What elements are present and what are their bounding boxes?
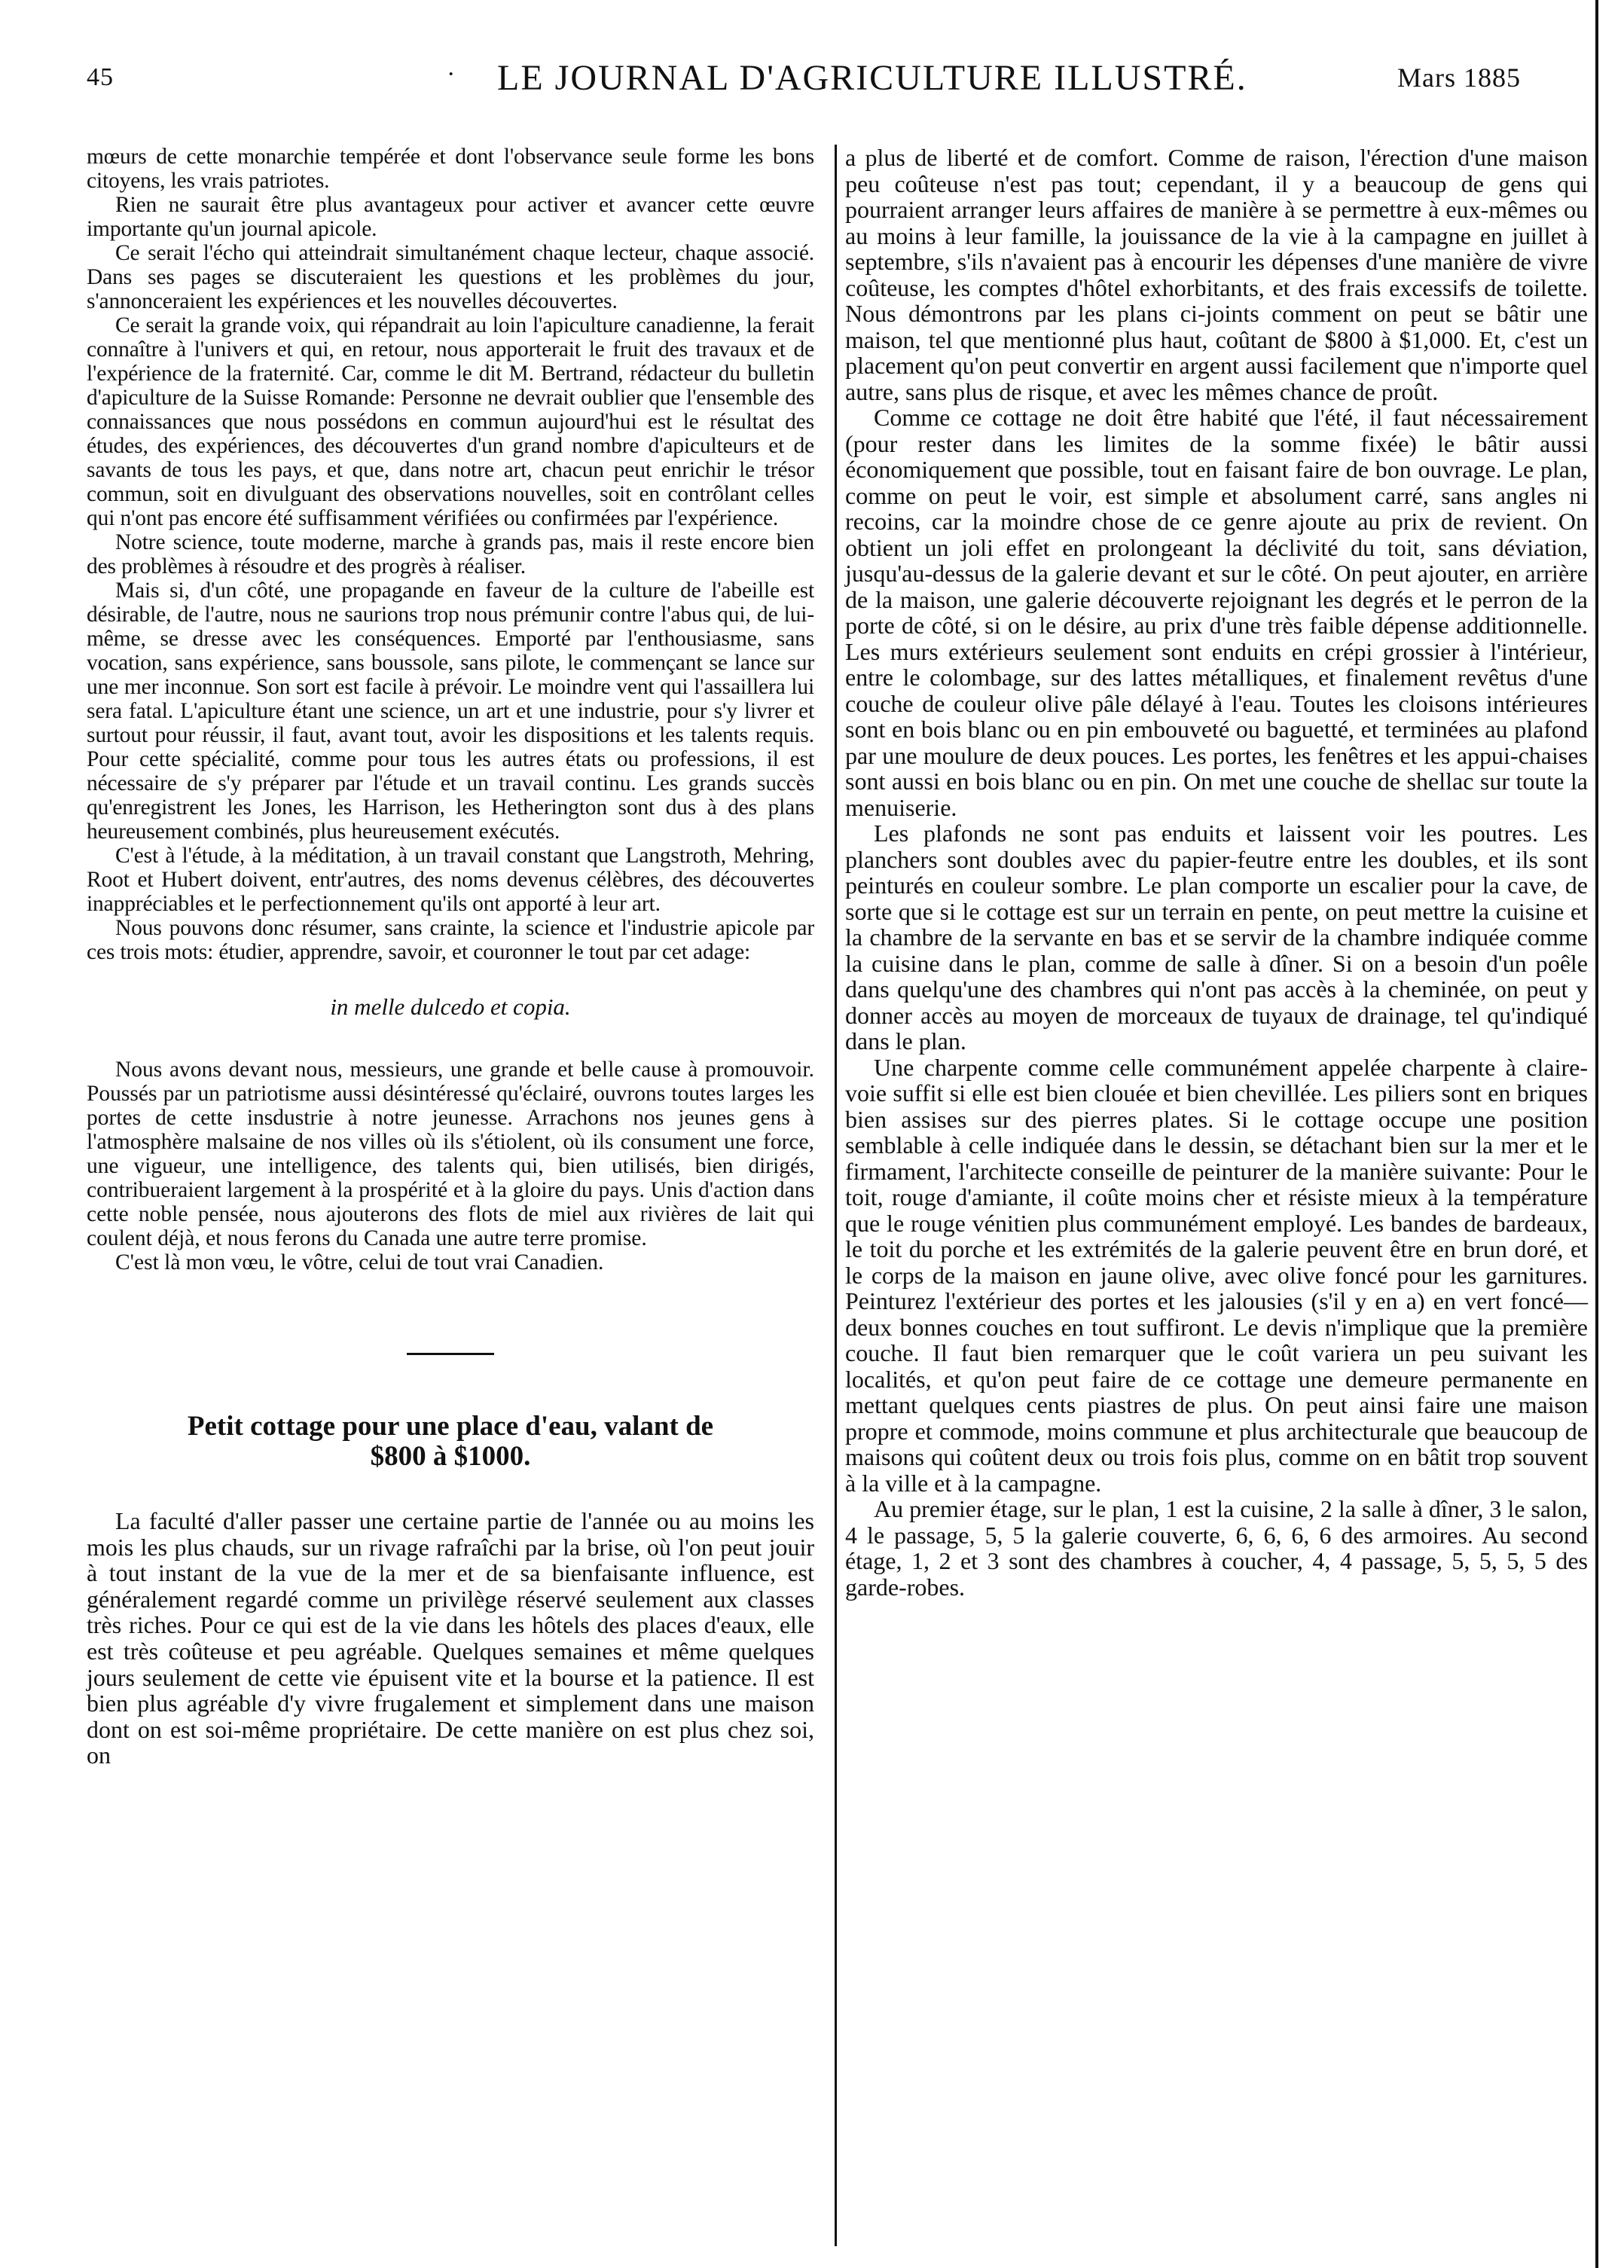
cottage-article-body xyxy=(87,1508,814,1769)
paragraph: Une charpente comme celle communément appelée charpente à claire-voie suffit si elle est bien clouée et bien chevillée. Les piliers sont en briques bien assises sur des pierres plates. Si le cottage occupe une position semblable à celle indiquée dans le dessin, se détachant bien sur la mer et le firmament, l'architecte conseille de peinturer de la manière suivante: Pour le toit, rouge d'amiante, il coûte moins cher et résiste mieux à la température que le rouge vénitien plus communément employé. Les bandes de bardeaux, le toit du porche et les extrémités de la galerie peuvent être en brun doré, et le corps de la maison en jaune olive, avec olive foncé pour les garnitures. Peinturez l'extérieur des portes et les jalousies (s'il y en a) en vert foncé—deux bonnes couches en tout suffiront. Le devis n'implique que la première couche. Il faut bien remarquer que le coût variera un peu suivant les localités, et qu'on peut faire de ce cottage une demeure permanente en mettant quelques cents piastres de plus. On peut ainsi faire une maison propre et commode, moins commune et plus architecturale que beaucoup de maisons qui coûtent deux ou trois fois plus, comme on en bâtit trop souvent à la ville et à la campagne. xyxy=(845,1053,1588,1497)
paragraph: C'est à l'étude, à la méditation, à un travail constant que Langstroth, Mehring, Root et Hubert doivent, entr'autres, des noms devenus célèbres, des découvertes inappréciables et le perfectionnement qu'ils ont apporté à leur art. xyxy=(87,844,814,916)
issue-date: Mars 1885 xyxy=(1397,63,1521,93)
paragraph: C'est là mon vœu, le vôtre, celui de tout vrai Canadien. xyxy=(115,1250,604,1274)
paragraph: Nous avons devant nous, messieurs, une grande et belle cause à promouvoir. Poussés par un patriotisme aussi désintéressé qu'éclairé, ouvrons toutes larges les portes de cette insdustrie à notre jeunesse. Arrachons nos jeunes gens à l'atmosphère malsaine de nos villes où ils s'étiolent, où ils consument une force, une vigueur, une intelligence, des talents qui, bien utilisés, bien dirigés, contribueraient largement à la prospérité et à la gloire du pays. Unis d'action dans cette noble pensée, nous ajouterons des flots de miel aux rivières de lait qui coulent déjà, et nous ferons du Canada une autre terre promise. xyxy=(87,1058,814,1250)
article-title xyxy=(87,1412,814,1472)
paragraph: La faculté d'aller passer une certaine partie de l'année ou au moins les mois les plus chauds, sur un rivage rafraîchi par la brise, où l'on peut jouir à tout instant de la vue de la mer et de sa bienfaisante influence, est généralement regardé comme un privilège réservé seulement aux classes très riches. Pour ce qui est de la vie dans les hôtels des places d'eaux, elle est très coûteuse et peu agréable. Quelques semaines et même quelques jours seulement de cette vie épuisent vite et la bourse et la patience. Il est bien plus agréable d'y vivre frugalement et simplement dans une maison dont on est soi-même propriétaire. De cette manière on est plus chez soi, on xyxy=(87,1507,814,1769)
paragraph: mœurs de cette monarchie tempérée et dont l'observance seule forme les bons citoyens, les vrais patriotes. xyxy=(87,145,814,193)
paragraph: Comme ce cottage ne doit être habité que l'été, il faut nécessairement (pour rester dans les limites de la somme fixée) le bâtir aussi économiquement que possible, tout en faisant faire de bon ouvrage. Le plan, comme on peut le voir, est simple et absolument carré, sans angles ni recoins, car la moindre chose de ce genre ajoute au prix de revient. On obtient un joli effet en prolongeant la déclivité du toit, sans déviation, jusqu'au-dessus de la galerie devant et sur le côté. On peut ajouter, en arrière de la maison, une galerie découverte rejoignant les degrés et le perron de la porte de côté, si on le désire, au prix d'une très faible dépense additionnelle. Les murs extérieurs seulement sont enduits en crépi grossier à l'intérieur, entre le colombage, sur des lattes métalliques, et finalement revêtus d'une couche de couleur olive pâle délayé à l'eau. Toutes les cloisons intérieures sont en bois blanc ou en pin embouveté ou baguetté, et terminées au plafond par une moulure de deux pouces. Les portes, les fenêtres et les appui-chaises sont aussi en bois blanc ou en pin. On met une couche de shellac sur toute la menuiserie. xyxy=(845,404,1588,821)
paragraph: Ce serait l'écho qui atteindrait simultanément chaque lecteur, chaque associé. Dans ses pages se discuteraient les questions et les problèmes du jour, s'annonceraient les expériences et les nouvelles découvertes. xyxy=(87,241,814,313)
apiculture-article-conclusion xyxy=(87,1058,814,1274)
paragraph: Notre science, toute moderne, marche à grands pas, mais il reste encore bien des problèmes à résoudre et des progrès à réaliser. xyxy=(87,530,814,578)
right-column xyxy=(845,145,1588,1600)
left-column xyxy=(87,145,814,1769)
article-title-line: Petit cottage pour une place d'eau, valant de xyxy=(187,1411,714,1442)
article-title-line: $800 à $1000. xyxy=(370,1441,531,1472)
latin-motto: in melle dulcedo et copia. xyxy=(330,994,571,1020)
apiculture-article-body xyxy=(87,145,814,964)
paragraph: Ce serait la grande voix, qui répandrait au loin l'apiculture canadienne, la ferait connaître à l'univers et qui, en retour, nous apporterait le fruit des travaux et de l'expérience de la fraternité. Car, comme le dit M. Bertrand, rédacteur du bulletin d'apiculture de la Suisse Romande: Personne ne devrait oublier que l'ensemble des connaissances que nous possédons en commun aujourd'hui est le résultat des études, des expériences, des découvertes d'un grand nombre d'apiculteurs et de savants de tous les pays, et que, dans notre art, chacun peut enrichir le trésor commun, soit en divulguant des observations nouvelles, soit en contrôlant celles qui n'ont pas encore été suffisamment vérifiées ou confirmées par l'expérience. xyxy=(87,313,814,530)
journal-title: LE JOURNAL D'AGRICULTURE ILLUSTRÉ. xyxy=(497,58,1247,98)
page-edge-rule xyxy=(1595,0,1598,2268)
paragraph: Au premier étage, sur le plan, 1 est la cuisine, 2 la salle à dîner, 3 le salon, 4 le passage, 5, 5 la galerie couverte, 6, 6, 6, 6 des armoires. Au second étage, 1, 2 et 3 sont des chambres à coucher, 4, 4 passage, 5, 5, 5, 5 des garde-robes. xyxy=(845,1495,1588,1601)
paragraph-continuation: a plus de liberté et de comfort. Comme de raison, l'érection d'une maison peu coûteuse n'est pas tout; cependant, il y a beaucoup de gens qui pourraient arranger leurs affaires de manière à se permettre à eux-mêmes ou au moins à leur famille, la jouissance de la vie à la campagne en juillet à septembre, s'ils n'avaient pas à encourir les dépenses d'une manière de vivre coûteuse, les comptes d'hôtel exhorbitants, et des frais excessifs de toilette. Nous démontrons par les plans ci-joints comment on peut se bâtir une maison, tel que mentionné plus haut, coûtant de $800 à $1,000. Et, c'est un placement qu'on peut convertir en argent aussi facilement que n'importe quel autre, sans plus de risque, et avec les mêmes chance de proût. xyxy=(845,144,1588,405)
paragraph: Mais si, d'un côté, une propagande en faveur de la culture de l'abeille est désirable, de l'autre, nous ne saurions trop nous prémunir contre l'abus qui, de lui-même, se dresse avec les conséquences. Emporté par l'enthousiasme, sans vocation, sans expérience, sans boussole, sans pilote, le commençant se lance sur une mer inconnue. Son sort est facile à prévoir. Le moindre vent qui l'assaillera lui sera fatal. L'apiculture étant une science, un art et une industrie, pour s'y livrer et surtout pour réussir, il faut, avant tout, avoir les dispositions et les talents requis. Pour cette spécialité, comme pour tous les autres états ou professions, il est nécessaire de s'y préparer par l'étude et un travail continu. Les grands succès qu'enregistrent les Jones, les Harrison, les Hetherington sont dus à des plans heureusement combinés, plus heureusement exécutés. xyxy=(87,578,814,844)
paragraph: Rien ne saurait être plus avantageux pour activer et avancer cette œuvre importante qu'un journal apicole. xyxy=(87,193,814,241)
section-divider xyxy=(407,1353,494,1355)
column-divider-rule xyxy=(835,145,837,2246)
paragraph: Nous pouvons donc résumer, sans crainte, la science et l'industrie apicole par ces trois mots: étudier, apprendre, savoir, et couronner le tout par cet adage: xyxy=(87,916,814,964)
paragraph: Les plafonds ne sont pas enduits et laissent voir les poutres. Les planchers sont doubles avec du papier-feutre entre les doubles, et ils sont peinturés en couleur sombre. Le plan comporte un escalier pour la cave, de sorte que si le cottage est sur un terrain en pente, on peut mettre la cuisine et la chambre de la servante en bas et se servir de la chambre indiquée comme la cuisine dans le plan, comme de salle à dîner. Si on a besoin d'un poêle dans quelqu'une des chambres qui n'ont pas accès à la cheminée, on peut y donner accès au moyen de morceaux de tuyaux de drainage, tel qu'indiqué dans le plan. xyxy=(845,820,1588,1055)
page-number: 45 xyxy=(87,63,114,91)
header-separator: · xyxy=(447,60,456,88)
